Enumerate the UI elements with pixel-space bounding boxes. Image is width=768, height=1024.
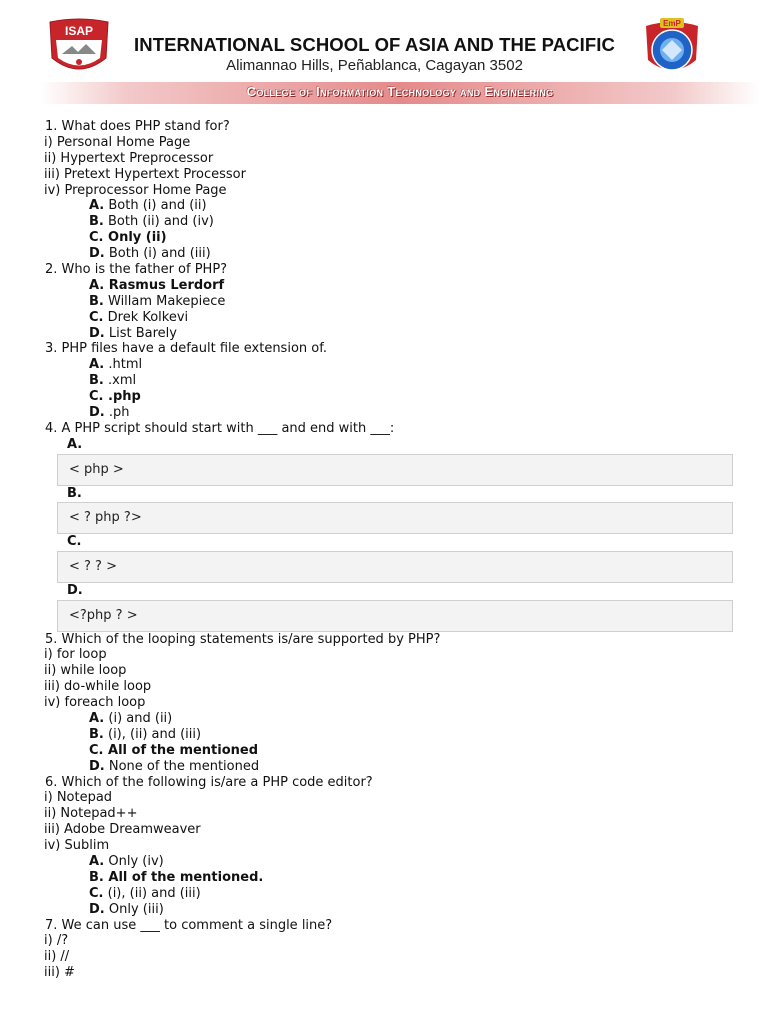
question-1-answer-b: B. Both (ii) and (iv) — [89, 214, 214, 230]
question-6-option: iv) Sublim — [44, 838, 110, 854]
question-1-answer-c: C. Only (ii) — [89, 230, 167, 246]
question-4-choice-a-code: < php > — [57, 454, 733, 486]
question-2-answer-a: A. Rasmus Lerdorf — [89, 277, 225, 293]
isap-logo-icon — [48, 18, 110, 76]
question-6-answer-a: A. Only (iv) — [89, 854, 164, 870]
question-5-answer-c: C. All of the mentioned — [89, 742, 259, 758]
question-4-choice-b-code: < ? php ?> — [57, 502, 733, 534]
question-2: 2. Who is the father of PHP? — [45, 262, 228, 278]
question-1-answer-a: A. Both (i) and (ii) — [89, 198, 207, 214]
question-3-answer-d: D. .ph — [89, 405, 130, 421]
school-address: Alimannao Hills, Peñablanca, Cagayan 3502 — [226, 57, 523, 74]
question-4-choice-d-code: <?php ? > — [57, 600, 733, 632]
question-3: 3. PHP files have a default file extension of. — [45, 341, 327, 357]
question-1-answer-d: D. Both (i) and (iii) — [89, 246, 211, 262]
question-7-option: ii) // — [44, 949, 70, 965]
college-name: College of Information Technology and Engineering — [246, 84, 554, 99]
svg-text:EmP: EmP — [663, 19, 681, 28]
question-5-option: iii) do-while loop — [44, 679, 152, 695]
document-header — [0, 0, 768, 110]
question-7-option: iii) # — [44, 965, 75, 981]
question-5-answer-b: B. (i), (ii) and (iii) — [89, 726, 202, 742]
question-2-answer-d: D. List Barely — [89, 325, 177, 341]
school-name: INTERNATIONAL SCHOOL OF ASIA AND THE PACIFIC — [134, 34, 615, 55]
question-3-answer-c: C. .php — [89, 389, 141, 405]
question-6-answer-b: B. All of the mentioned. — [89, 869, 264, 885]
question-2-answer-c: C. Drek Kolkevi — [89, 309, 189, 325]
question-5-option: i) for loop — [44, 647, 107, 663]
question-2-answer-b: B. Willam Makepiece — [89, 293, 226, 309]
question-1-option: i) Personal Home Page — [44, 134, 191, 150]
question-4-choice-c-letter: C. — [67, 534, 82, 550]
question-5-option: ii) while loop — [44, 663, 127, 679]
question-4-choice-a-letter: A. — [67, 436, 83, 452]
question-6: 6. Which of the following is/are a PHP code editor? — [45, 774, 373, 790]
question-5-answer-d: D. None of the mentioned — [89, 758, 260, 774]
question-4-choice-b-letter: B. — [67, 485, 82, 501]
question-5-answer-a: A. (i) and (ii) — [89, 711, 173, 727]
question-6-option: iii) Adobe Dreamweaver — [44, 822, 201, 838]
question-1-option: ii) Hypertext Preprocessor — [44, 150, 214, 166]
question-7-option: i) /? — [44, 933, 69, 949]
college-seal-icon — [642, 16, 702, 80]
question-4-choice-c-code: < ? ? > — [57, 551, 733, 583]
question-6-option: ii) Notepad++ — [44, 806, 138, 822]
question-1-option: iii) Pretext Hypertext Processor — [44, 166, 246, 182]
isap-logo-text: ISAP — [64, 24, 94, 38]
college-banner — [40, 82, 760, 104]
question-5: 5. Which of the looping statements is/are supported by PHP? — [45, 631, 441, 647]
question-1-option: iv) Preprocessor Home Page — [44, 182, 227, 198]
question-6-answer-d: D. Only (iii) — [89, 901, 164, 917]
question-5-option: iv) foreach loop — [44, 695, 146, 711]
question-1: 1. What does PHP stand for? — [45, 119, 230, 134]
question-6-option: i) Notepad — [44, 790, 113, 806]
question-6-answer-c: C. (i), (ii) and (iii) — [89, 885, 201, 901]
question-3-answer-b: B. .xml — [89, 373, 137, 389]
quiz-content — [0, 119, 768, 981]
question-7: 7. We can use ___ to comment a single line? — [45, 917, 333, 933]
question-3-answer-a: A. .html — [89, 357, 143, 373]
question-4: 4. A PHP script should start with ___ and end with ___: — [45, 420, 395, 436]
question-4-choice-d-letter: D. — [67, 582, 83, 598]
